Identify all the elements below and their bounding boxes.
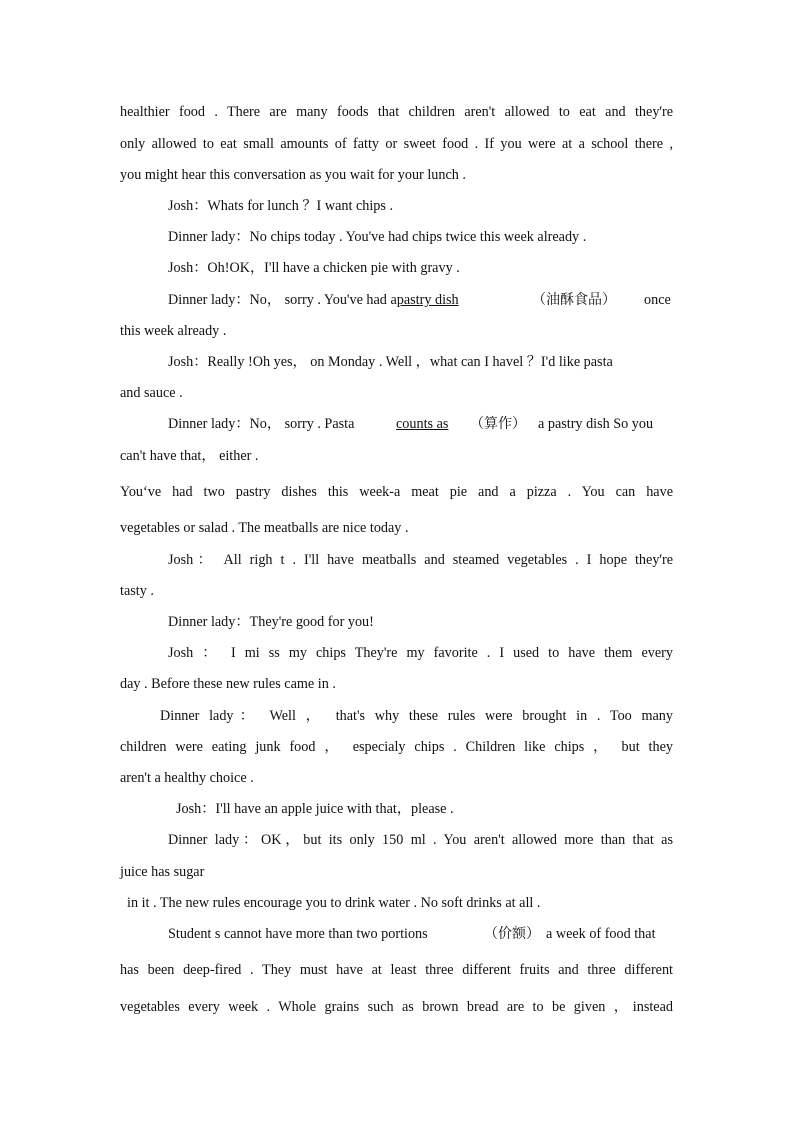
dialogue-line: Josh：Really !Oh yes， on Monday . Well ，what can I havel ？I'd like pasta [168,354,613,370]
text-line: juice has sugar [120,864,205,880]
text-line: vegetables every week . Whole grains such as brown bread are to be given ，instead [120,999,673,1015]
dialogue-line: Dinner lady： Well ， that's why these rules were brought in . Too many [160,708,673,724]
dialogue-text: Dinner lady：No， sorry . You've had a [168,292,397,308]
dialogue-line: Josh：I'll have an apple juice with that，please . [176,801,454,817]
dialogue-line: Dinner lady：OK，but its only 150 ml . You aren't allowed more than that as [168,832,673,848]
dialogue-text: once [644,292,671,308]
paragraph-line [168,924,673,944]
chinese-gloss: （油酥食品） [532,292,616,308]
chinese-gloss: （算作） [470,416,526,432]
dialogue-line: Josh： All righ t . I'll have meatballs and steamed vegetables . I hope they're [168,552,673,568]
text-line: has been deep-fired . They must have at least three different fruits and three different [120,962,673,978]
dialogue-line: Josh：Oh!OK，I'll have a chicken pie with gravy . [168,260,460,276]
text-line: in it . The new rules encourage you to drink water . No soft drinks at all . [127,895,541,911]
paragraph-text: Student s cannot have more than two portions [168,926,428,942]
text-line: only allowed to eat small amounts of fatty or sweet food . If you were at a school there , [120,136,673,152]
paragraph-text: a week of food that [546,926,656,942]
dialogue-line: Dinner lady：They're good for you! [168,614,374,630]
text-line: day . Before these new rules came in . [120,676,336,692]
text-line: tasty . [120,583,154,599]
text-line: aren't a healthy choice . [120,770,254,786]
text-line: this week already . [120,323,227,339]
dialogue-line: Dinner lady：No chips today . You've had chips twice this week already . [168,229,587,245]
dialogue-text: a pastry dish So you [538,416,654,432]
chinese-gloss: （价额） [484,926,540,942]
underlined-term: pastry dish [396,292,459,308]
dialogue-line [168,290,673,310]
dialogue-line: Josh：Whats for lunch ？I want chips . [168,198,393,214]
text-line: You‘ve had two pastry dishes this week-a meat pie and a pizza . You can have [120,484,673,500]
text-line: and sauce . [120,385,183,401]
text-line: can't have that， either . [120,448,259,464]
underlined-term: counts as [396,416,449,432]
text-line: you might hear this conversation as you wait for your lunch . [120,167,466,183]
text-line: healthier food . There are many foods that children aren't allowed to eat and they're [120,104,673,120]
text-line: vegetables or salad . The meatballs are nice today . [120,520,409,536]
text-line: children were eating junk food ， especialy chips . Children like chips ， but they [120,739,673,755]
dialogue-line: Josh ： I mi ss my chips They're my favorite . I used to have them every [168,645,673,661]
dialogue-line [168,414,673,434]
dialogue-text: Dinner lady：No， sorry . Pasta [168,416,355,432]
